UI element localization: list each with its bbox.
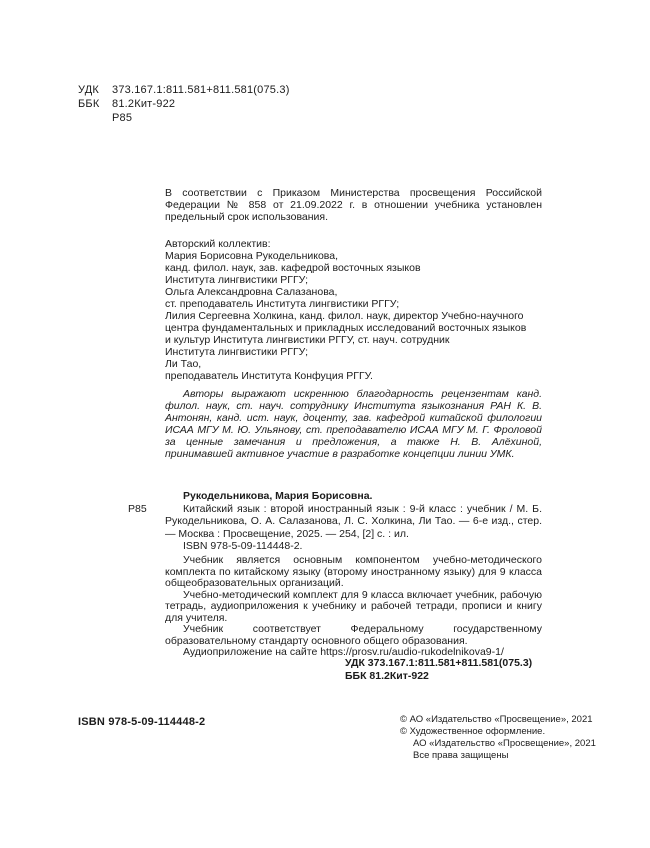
annotation-paragraph: Учебник является основным компонентом учебно-методического комплекта по китайскому языку (второму иностранному языку) для 9 класса общеобразовательных организаций. xyxy=(165,554,542,589)
bottom-classification-codes xyxy=(345,657,532,683)
copyright-line: © АО «Издательство «Просвещение», 2021 xyxy=(400,714,593,725)
udk-code-line xyxy=(78,83,290,97)
author-line: и культур Института лингвистики РГГУ, ст. науч. сотрудник xyxy=(165,334,450,346)
bbk-code-bottom: ББК 81.2Кит-922 xyxy=(345,670,429,682)
author-line: центра фундаментальных и прикладных исследований восточных языков xyxy=(165,322,527,334)
author-sign: Р85 xyxy=(112,112,133,124)
author-line: Института лингвистики РГГУ; xyxy=(165,274,308,286)
copyright-block xyxy=(400,714,596,762)
catalog-author-name: Рукодельникова, Мария Борисовна. xyxy=(183,490,373,502)
udk-code-bottom: УДК 373.167.1:811.581+811.581(075.3) xyxy=(345,657,533,669)
catalog-author-sign: Р85 xyxy=(128,503,147,515)
udk-value: 373.167.1:811.581+811.581(075.3) xyxy=(112,84,290,96)
audio-supplement-note: Аудиоприложение на сайте https://prosv.ru/audio-rukodelnikova9-1/ xyxy=(183,646,504,658)
footer-isbn: ISBN 978-5-09-114448-2 xyxy=(78,716,206,728)
bbk-label: ББК xyxy=(78,98,100,110)
copyright-line: АО «Издательство «Просвещение», 2021 xyxy=(413,738,596,749)
author-line: Лилия Сергеевна Холкина, канд. филол. наук, директор Учебно-научного xyxy=(165,310,524,322)
author-collective xyxy=(165,238,542,382)
ministry-order-note: В соответствии с Приказом Министерства просвещения Российской Федерации № 858 от 21.09.2022 г. в отношении учебника установлен предельный срок использования. xyxy=(165,187,542,223)
catalog-card xyxy=(128,490,542,553)
author-line: Ольга Александровна Салазанова, xyxy=(165,286,338,298)
gratitude-paragraph: Авторы выражают искреннюю благодарность рецензентам канд. филол. наук, ст. науч. сотруднику Института языкознания РАН К. В. Антонян, канд. ист. наук, доценту, зав. кафедрой китайской филологии ИСАА МГУ М. Ю. Ульянову, ст. преподавателю ИСАА МГУ М. Г. Фроловой за ценные замечания и предложения, а также Н. В. Алёхиной, принимавшей активное участие в разработке концепции линии УМК. xyxy=(165,388,542,460)
udk-label: УДК xyxy=(78,84,99,96)
author-line: Ли Тао, xyxy=(165,358,202,370)
author-line: канд. филол. наук, зав. кафедрой восточных языков xyxy=(165,262,421,274)
copyright-line: Все права защищены xyxy=(413,750,509,761)
author-collective-heading: Авторский коллектив: xyxy=(165,238,271,250)
bbk-code-line xyxy=(78,97,290,111)
author-line: Института лингвистики РГГУ; xyxy=(165,346,308,358)
catalog-description: Китайский язык : второй иностранный язык : 9-й класс : учебник / М. Б. Рукодельникова, О. А. Салазанова, Л. С. Холкина, Ли Тао. — 6-е изд., стер. — Москва : Просвещение, 2025. — 254, [2] с. : ил. xyxy=(165,502,542,540)
bbk-value: 81.2Кит-922 xyxy=(112,98,176,110)
top-classification-codes xyxy=(78,83,290,125)
annotation-block xyxy=(165,555,542,659)
annotation-paragraph: Учебно-методический комплект для 9 класса включает учебник, рабочую тетрадь, аудиоприложения к учебнику и рабочей тетради, прописи и книгу для учителя. xyxy=(165,588,542,624)
annotation-paragraph: Учебник соответствует Федеральному государственному образовательному стандарту основного общего образования. xyxy=(165,623,542,647)
catalog-isbn: ISBN 978-5-09-114448-2. xyxy=(183,540,303,552)
author-line: Мария Борисовна Рукодельникова, xyxy=(165,250,339,262)
author-line: преподаватель Института Конфуция РГГУ. xyxy=(165,370,373,382)
author-line: ст. преподаватель Института лингвистики РГГУ; xyxy=(165,298,400,310)
copyright-line: © Художественное оформление. xyxy=(400,726,546,737)
